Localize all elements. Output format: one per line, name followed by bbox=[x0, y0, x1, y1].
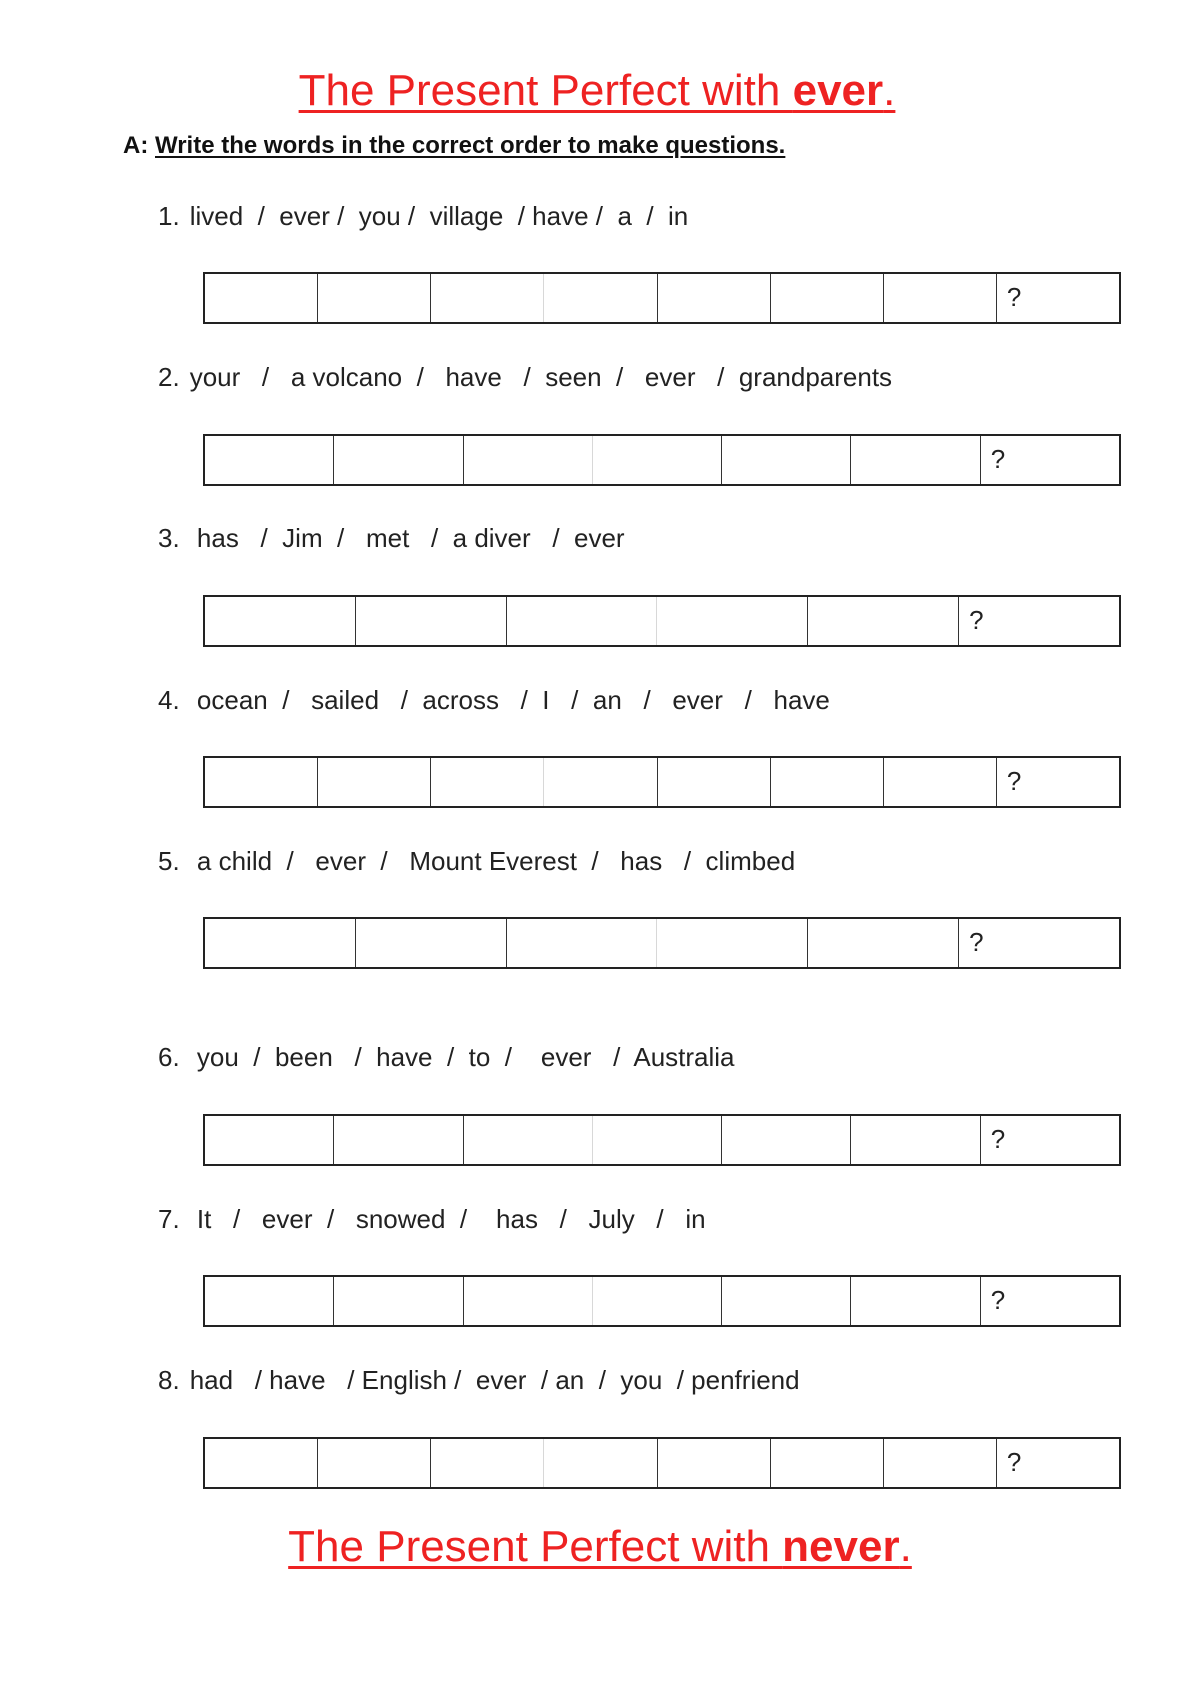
answer-box[interactable] bbox=[808, 919, 959, 967]
question-4 bbox=[158, 685, 830, 716]
answer-box[interactable] bbox=[334, 436, 463, 484]
answer-box[interactable] bbox=[205, 758, 318, 806]
answer-box[interactable] bbox=[851, 1116, 980, 1164]
answer-box[interactable] bbox=[771, 758, 884, 806]
question-7 bbox=[158, 1204, 706, 1235]
answer-row-5 bbox=[203, 917, 1121, 969]
answer-box[interactable] bbox=[544, 1439, 657, 1487]
answer-box[interactable] bbox=[334, 1277, 463, 1325]
answer-row-6 bbox=[203, 1114, 1121, 1166]
question-words: your / a volcano / have / seen / ever / grandparents bbox=[189, 362, 893, 392]
answer-box[interactable] bbox=[205, 274, 318, 322]
answer-box[interactable] bbox=[544, 758, 657, 806]
question-words: ocean / sailed / across / I / an / ever / have bbox=[189, 685, 830, 715]
answer-box[interactable] bbox=[657, 919, 808, 967]
question-6 bbox=[158, 1042, 735, 1073]
answer-box[interactable] bbox=[507, 597, 658, 645]
question-number: 7. bbox=[158, 1204, 180, 1234]
question-3 bbox=[158, 523, 625, 554]
question-number: 2. bbox=[158, 362, 180, 392]
question-number: 6. bbox=[158, 1042, 180, 1072]
answer-box[interactable] bbox=[593, 1116, 722, 1164]
question-mark-box[interactable]: ? bbox=[969, 927, 984, 957]
answer-row-8 bbox=[203, 1437, 1121, 1489]
answer-box[interactable] bbox=[356, 919, 507, 967]
answer-box[interactable] bbox=[431, 1439, 544, 1487]
answer-box[interactable] bbox=[205, 1116, 334, 1164]
title-suffix: . bbox=[883, 66, 896, 115]
question-words: you / been / have / to / ever / Australia bbox=[189, 1042, 735, 1072]
answer-box[interactable] bbox=[657, 597, 808, 645]
section-instruction bbox=[123, 132, 785, 160]
question-5 bbox=[158, 846, 795, 877]
answer-row-1 bbox=[203, 272, 1121, 324]
answer-box[interactable] bbox=[851, 1277, 980, 1325]
answer-box[interactable] bbox=[884, 274, 997, 322]
question-mark-box[interactable]: ? bbox=[990, 444, 1006, 474]
title-keyword: never bbox=[782, 1522, 900, 1571]
answer-box[interactable] bbox=[464, 1116, 593, 1164]
question-8 bbox=[158, 1365, 800, 1396]
answer-box[interactable] bbox=[722, 1277, 851, 1325]
answer-box[interactable] bbox=[205, 597, 356, 645]
answer-box[interactable] bbox=[318, 274, 431, 322]
answer-box[interactable] bbox=[544, 274, 657, 322]
question-words: It / ever / snowed / has / July / in bbox=[189, 1204, 706, 1234]
question-1 bbox=[158, 201, 688, 232]
question-words: has / Jim / met / a diver / ever bbox=[189, 523, 625, 553]
answer-box[interactable] bbox=[593, 436, 722, 484]
question-number: 4. bbox=[158, 685, 180, 715]
answer-box[interactable] bbox=[464, 436, 593, 484]
answer-box[interactable] bbox=[431, 274, 544, 322]
question-words: a child / ever / Mount Everest / has / climbed bbox=[189, 846, 796, 876]
answer-row-4 bbox=[203, 756, 1121, 808]
title-suffix: . bbox=[899, 1522, 912, 1571]
question-mark-box[interactable]: ? bbox=[990, 1124, 1006, 1154]
answer-box[interactable] bbox=[334, 1116, 463, 1164]
section-title-never bbox=[0, 1522, 1200, 1572]
question-number: 5. bbox=[158, 846, 180, 876]
answer-box[interactable] bbox=[318, 1439, 431, 1487]
question-mark-box[interactable]: ? bbox=[990, 1285, 1006, 1315]
answer-box[interactable] bbox=[356, 597, 507, 645]
answer-box[interactable] bbox=[884, 1439, 997, 1487]
section-label: A: bbox=[123, 132, 149, 159]
question-words: had / have / English / ever / an / you / penfriend bbox=[189, 1365, 800, 1395]
answer-box[interactable] bbox=[205, 919, 356, 967]
answer-box[interactable] bbox=[431, 758, 544, 806]
question-mark-box[interactable]: ? bbox=[1006, 766, 1022, 796]
question-mark-box[interactable]: ? bbox=[969, 605, 984, 635]
answer-box[interactable] bbox=[658, 274, 771, 322]
answer-box[interactable] bbox=[808, 597, 959, 645]
answer-row-7 bbox=[203, 1275, 1121, 1327]
answer-box[interactable] bbox=[658, 758, 771, 806]
answer-box[interactable] bbox=[318, 758, 431, 806]
answer-box[interactable] bbox=[658, 1439, 771, 1487]
answer-box[interactable] bbox=[851, 436, 980, 484]
answer-row-2 bbox=[203, 434, 1121, 486]
instruction-text: Write the words in the correct order to make questions. bbox=[155, 132, 786, 159]
answer-box[interactable] bbox=[507, 919, 658, 967]
question-number: 3. bbox=[158, 523, 180, 553]
title-prefix: The Present Perfect with bbox=[288, 1522, 783, 1571]
answer-box[interactable] bbox=[771, 1439, 884, 1487]
title-keyword: ever bbox=[792, 66, 884, 115]
question-number: 1. bbox=[158, 201, 180, 231]
answer-box[interactable] bbox=[205, 436, 334, 484]
answer-box[interactable] bbox=[205, 1277, 334, 1325]
answer-box[interactable] bbox=[464, 1277, 593, 1325]
page-title bbox=[0, 66, 1197, 116]
answer-box[interactable] bbox=[205, 1439, 318, 1487]
answer-box[interactable] bbox=[771, 274, 884, 322]
title-prefix: The Present Perfect with bbox=[298, 66, 793, 115]
question-mark-box[interactable]: ? bbox=[1006, 282, 1022, 312]
answer-box[interactable] bbox=[593, 1277, 722, 1325]
question-number: 8. bbox=[158, 1365, 180, 1395]
answer-box[interactable] bbox=[722, 436, 851, 484]
question-mark-box[interactable]: ? bbox=[1006, 1447, 1022, 1477]
answer-row-3 bbox=[203, 595, 1121, 647]
question-words: lived / ever / you / village / have / a / in bbox=[189, 201, 689, 231]
answer-box[interactable] bbox=[722, 1116, 851, 1164]
question-2 bbox=[158, 362, 892, 393]
answer-box[interactable] bbox=[884, 758, 997, 806]
